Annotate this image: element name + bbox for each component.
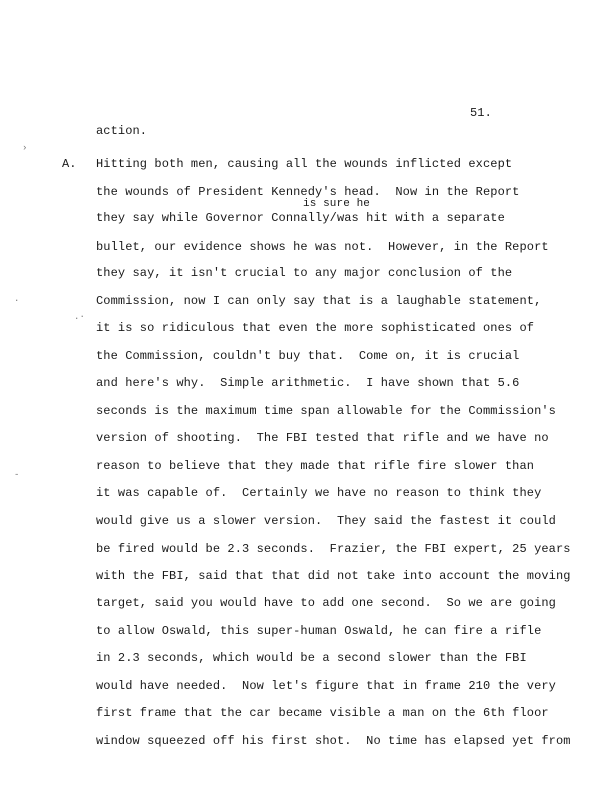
text-line: to allow Oswald, this super-human Oswald, he can fire a rifle	[96, 624, 542, 638]
text-line: Commission, now I can only say that is a laughable statement,	[96, 294, 542, 308]
interlinear-insert: is sure he	[303, 198, 371, 210]
answer-label: A.	[62, 157, 77, 171]
text-line: seconds is the maximum time span allowable for the Commission's	[96, 404, 556, 418]
margin-mark: ›	[22, 143, 28, 153]
text-line: target, said you would have to add one second. So we are going	[96, 596, 556, 610]
text-line: reason to believe that they made that rifle fire slower than	[96, 459, 535, 473]
text-line: and here's why. Simple arithmetic. I have shown that 5.6	[96, 376, 520, 390]
margin-mark: ·	[14, 296, 20, 306]
text-line: it was capable of. Certainly we have no reason to think they	[96, 486, 542, 500]
text-line: be fired would be 2.3 seconds. Frazier, the FBI expert, 25 years	[96, 542, 571, 556]
text-line: it is so ridiculous that even the more sophisticated ones of	[96, 321, 535, 335]
margin-mark: .·	[74, 312, 86, 322]
text-line: version of shooting. The FBI tested that rifle and we have no	[96, 431, 549, 445]
text-line: first frame that the car became visible a man on the 6th floor	[96, 706, 549, 720]
margin-mark: -	[14, 470, 20, 480]
page-number: 51.	[470, 106, 492, 120]
text-line: would have needed. Now let's figure that in frame 210 the very	[96, 679, 556, 693]
text-line: window squeezed off his first shot. No time has elapsed yet from	[96, 734, 571, 748]
text-line: the wounds of President Kennedy's head. Now in the Report	[96, 185, 520, 199]
text-line: they say, it isn't crucial to any major conclusion of the	[96, 266, 513, 280]
text-line: they say while Governor Connally/was hit with a separate	[96, 211, 505, 225]
text-line: the Commission, couldn't buy that. Come on, it is crucial	[96, 349, 520, 363]
text-line: Hitting both men, causing all the wounds inflicted except	[96, 157, 513, 171]
text-line: would give us a slower version. They said the fastest it could	[96, 514, 556, 528]
text-line: bullet, our evidence shows he was not. However, in the Report	[96, 240, 549, 254]
text-line: with the FBI, said that that did not take into account the moving	[96, 569, 571, 583]
text-line: in 2.3 seconds, which would be a second slower than the FBI	[96, 651, 527, 665]
text-line: action.	[96, 124, 148, 138]
